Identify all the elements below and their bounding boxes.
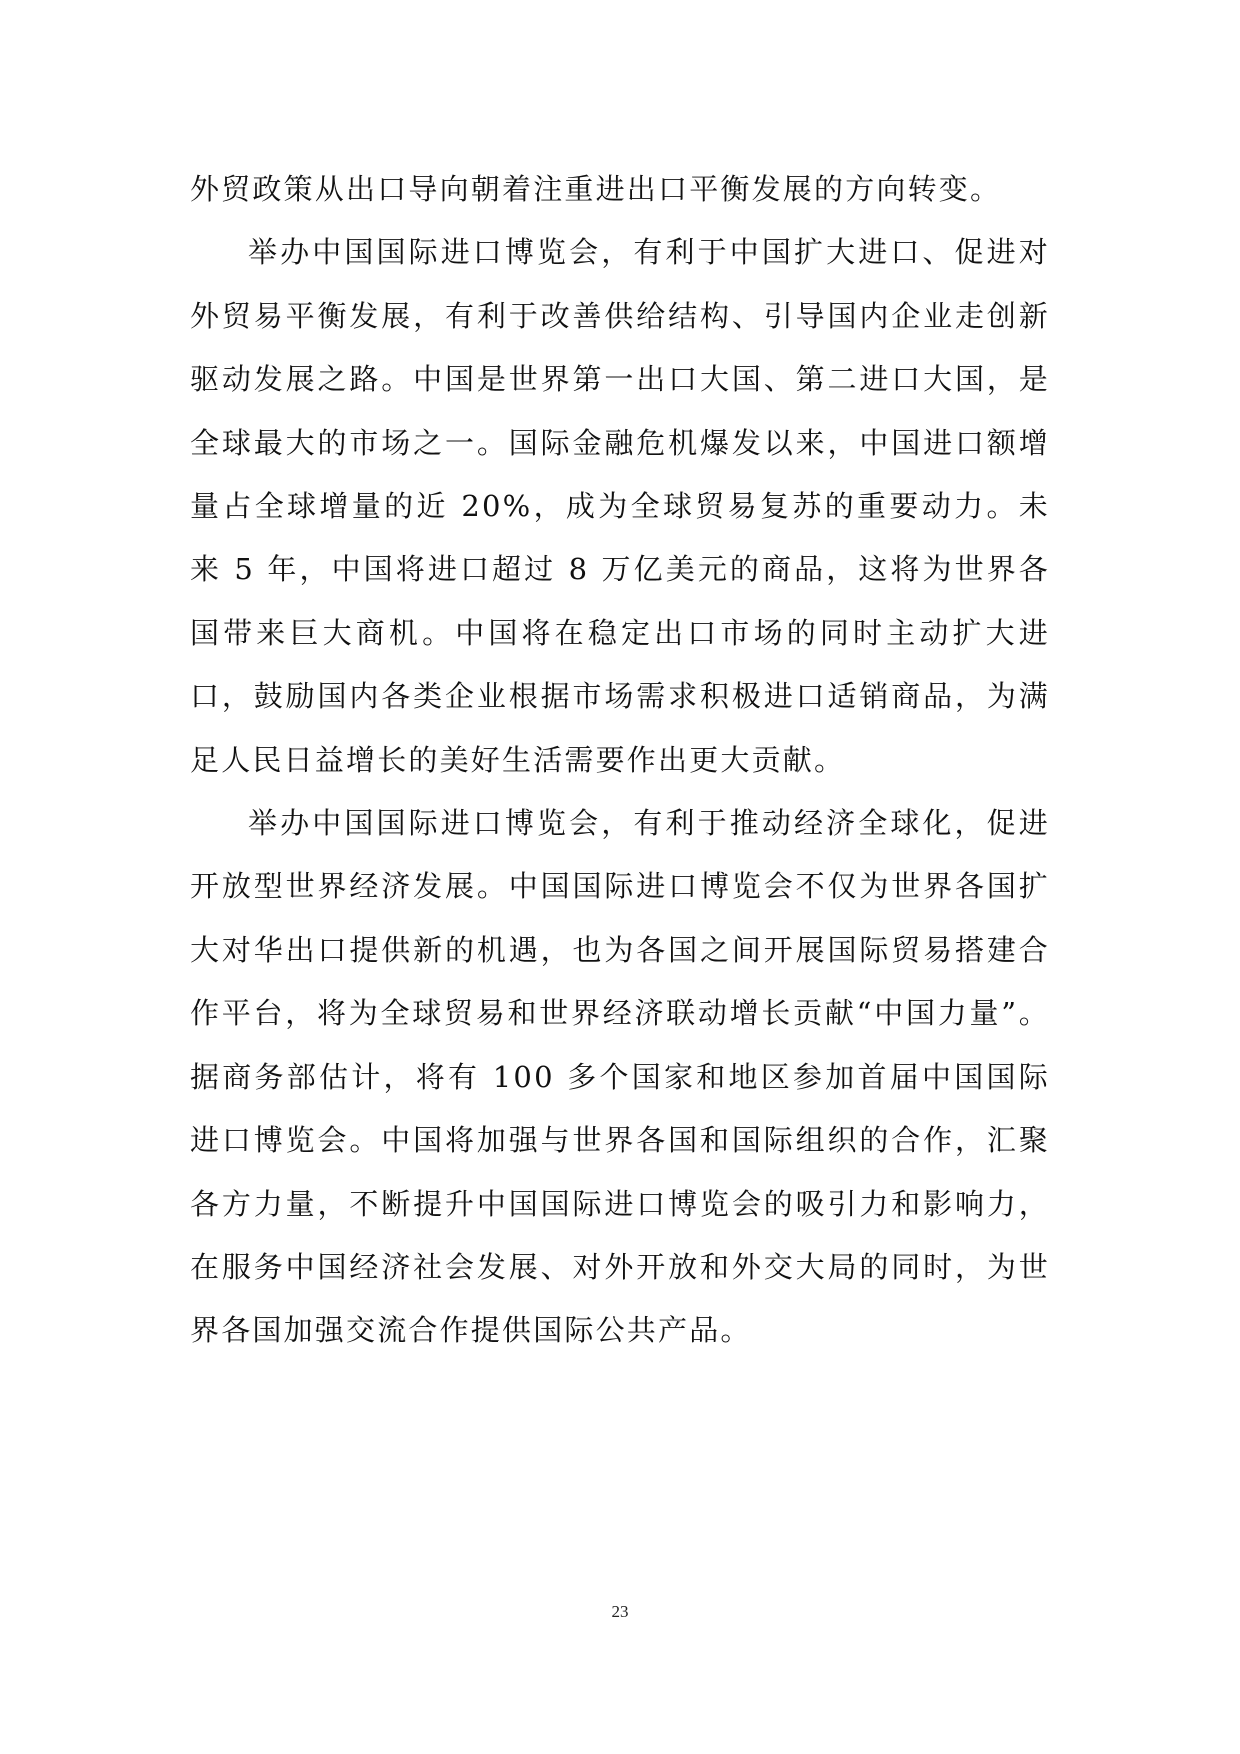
paragraph-import-expansion: 举办中国国际进口博览会，有利于中国扩大进口、促进对外贸易平衡发展，有利于改善供给结构、引导国内企业走创新驱动发展之路。中国是世界第一出口大国、第二进口大国，是全球最大的市场之一。国际金融危机爆发以来，中国进口额增量占全球增量的近 20%，成为全球贸易复苏的重要动力。未来 5 年，中国将进口超过 8 万亿美元的商品，这将为世界各国带来巨大商机。中国将在稳定出口市场的同时主动扩大进口，鼓励国内各类企业根据市场需求积极进口适销商品，为满足人民日益增长的美好生活需要作出更大贡献。	[190, 235, 1050, 777]
body-text	[190, 158, 1050, 1363]
paragraph-globalization: 举办中国国际进口博览会，有利于推动经济全球化，促进开放型世界经济发展。中国国际进口博览会不仅为世界各国扩大对华出口提供新的机遇，也为各国之间开展国际贸易搭建合作平台，将为全球贸易和世界经济联动增长贡献“中国力量”。据商务部估计，将有 100 多个国家和地区参加首届中国国际进口博览会。中国将加强与世界各国和国际组织的合作，汇聚各方力量，不断提升中国国际进口博览会的吸引力和影响力，在服务中国经济社会发展、对外开放和外交大局的同时，为世界各国加强交流合作提供国际公共产品。	[190, 806, 1050, 1348]
page-number: 23	[611, 1602, 629, 1621]
paragraph-continuation: 外贸政策从出口导向朝着注重进出口平衡发展的方向转变。	[190, 172, 1002, 206]
